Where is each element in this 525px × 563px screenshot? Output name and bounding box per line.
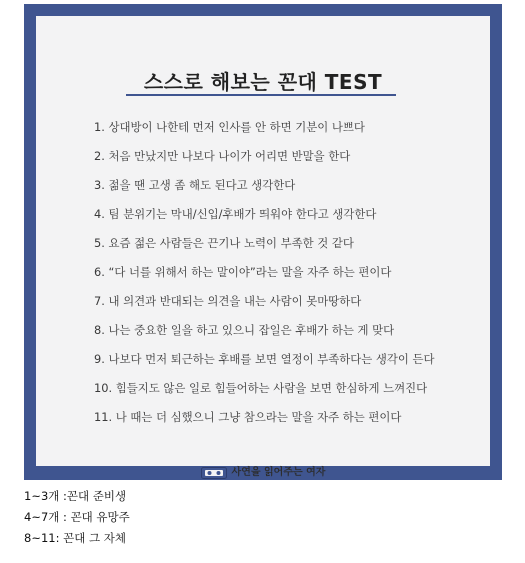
footer-brand-text: 사연을 읽어주는 여자 bbox=[231, 466, 326, 478]
score-scale-item: 8~11: 꼰대 그 자체 bbox=[24, 531, 126, 545]
test-title: 스스로 해보는 꼰대 TEST bbox=[143, 70, 383, 94]
question-item: 8. 나는 중요한 일을 하고 있으니 잡일은 후배가 하는 게 맞다 bbox=[94, 323, 395, 337]
score-scale-item: 4~7개 : 꼰대 유망주 bbox=[24, 510, 130, 524]
title-underline bbox=[126, 94, 396, 96]
test-card-body bbox=[36, 16, 490, 478]
question-item: 4. 팀 분위기는 막내/신입/후배가 띄워야 한다고 생각한다 bbox=[94, 207, 377, 221]
question-item: 3. 젊을 땐 고생 좀 해도 된다고 생각한다 bbox=[94, 178, 296, 192]
question-item: 6. “다 너를 위해서 하는 말이야”라는 말을 자주 하는 편이다 bbox=[94, 265, 392, 279]
question-item: 11. 나 때는 더 심했으니 그냥 참으라는 말을 자주 하는 편이다 bbox=[94, 410, 402, 424]
question-item: 2. 처음 만났지만 나보다 나이가 어리면 반말을 한다 bbox=[94, 149, 351, 163]
cassette-tape-icon bbox=[201, 464, 227, 476]
footer-brand bbox=[36, 462, 490, 478]
score-scale-item: 1~3개 :꼰대 준비생 bbox=[24, 489, 127, 503]
question-item: 10. 힘들지도 않은 일로 힘들어하는 사람을 보면 한심하게 느껴진다 bbox=[94, 381, 428, 395]
question-item: 7. 내 의견과 반대되는 의견을 내는 사람이 못마땅하다 bbox=[94, 294, 362, 308]
test-card bbox=[24, 4, 502, 480]
question-item: 5. 요즘 젊은 사람들은 끈기나 노력이 부족한 것 같다 bbox=[94, 236, 354, 250]
score-scale bbox=[24, 488, 130, 551]
question-item: 1. 상대방이 나한테 먼저 인사를 안 하면 기분이 나쁘다 bbox=[94, 120, 365, 134]
question-item: 9. 나보다 먼저 퇴근하는 후배를 보면 열정이 부족하다는 생각이 든다 bbox=[94, 352, 435, 366]
question-list bbox=[94, 118, 435, 437]
